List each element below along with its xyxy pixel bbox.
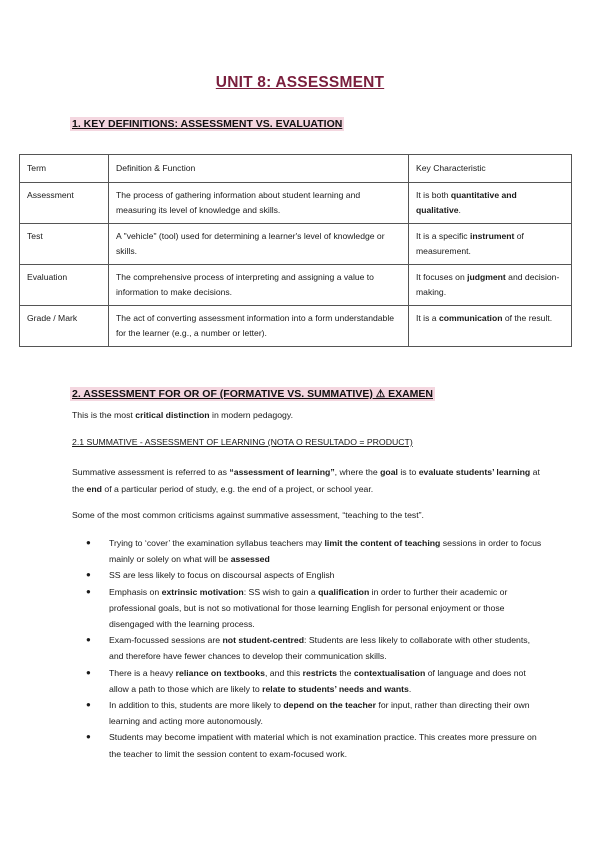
term-cell: Grade / Mark	[20, 306, 109, 347]
list-item: ● Emphasis on extrinsic motivation: SS wish to gain a qualification in order to further their academic or professional goals, but is not so motivational for those learning English for personal enjoyment or those disengaged with the learning process.	[72, 584, 542, 633]
list-item: ● Trying to ‘cover’ the examination syllabus teachers may limit the content of teaching sessions in order to focus mainly or solely on what will be assessed	[72, 535, 542, 567]
table-header-cell: Term	[20, 155, 109, 183]
summative-definition-paragraph: Summative assessment is referred to as “assessment of learning”, where the goal is to evaluate students’ learning at the end of a particular period of study, e.g. the end of a project, or school year.	[72, 467, 540, 494]
bullet-icon: ●	[86, 700, 91, 710]
list-item: ● In addition to this, students are more likely to depend on the teacher for input, rather than directing their own learning and acting more autonomously.	[72, 697, 542, 729]
criticisms-list	[72, 535, 542, 762]
term-cell: Evaluation	[20, 265, 109, 306]
characteristic-cell: It is both quantitative and qualitative.	[409, 183, 572, 224]
term-cell: Test	[20, 224, 109, 265]
bullet-icon: ●	[86, 732, 91, 742]
definitions-table	[19, 154, 572, 347]
table-row	[20, 224, 572, 265]
term-cell: Assessment	[20, 183, 109, 224]
bullet-icon: ●	[86, 667, 91, 677]
table-row	[20, 306, 572, 347]
list-item: ● There is a heavy reliance on textbooks, and this restricts the contextualisation of language and does not allow a path to those which are likely to relate to students’ needs and wants.	[72, 665, 542, 697]
list-item: ● Students may become impatient with material which is not examination practice. This creates more pressure on the teacher to limit the session content to exam-focused work.	[72, 729, 542, 761]
bullet-icon: ●	[86, 635, 91, 645]
list-item: ● SS are less likely to focus on discoursal aspects of English	[72, 567, 542, 583]
section-1-heading-text: 1. KEY DEFINITIONS: ASSESSMENT VS. EVALUATION	[72, 118, 343, 130]
bullet-icon: ●	[86, 586, 91, 596]
characteristic-cell: It is a specific instrument of measurement.	[409, 224, 572, 265]
table-header-row	[20, 155, 572, 183]
bullet-icon: ●	[86, 570, 91, 580]
bullet-icon: ●	[86, 538, 91, 547]
page-title: UNIT 8: ASSESSMENT	[215, 74, 385, 91]
characteristic-cell: It focuses on judgment and decision-making.	[409, 265, 572, 306]
table-row	[20, 183, 572, 224]
characteristic-cell: It is a communication of the result.	[409, 306, 572, 347]
definition-cell: The process of gathering information about student learning and measuring its level of knowledge and skills.	[109, 183, 409, 224]
section-2-heading-text: 2. ASSESSMENT FOR OR OF (FORMATIVE VS. SUMMATIVE) ⚠ EXAMEN	[72, 388, 433, 400]
criticisms-intro-paragraph: Some of the most common criticisms against summative assessment, “teaching to the test”.	[72, 510, 424, 520]
table-header-cell: Key Characteristic	[409, 155, 572, 183]
section-1-heading	[70, 118, 344, 130]
table-header-cell: Definition & Function	[109, 155, 409, 183]
section-2-intro: This is the most critical distinction in modern pedagogy.	[72, 410, 293, 420]
table-row	[20, 265, 572, 306]
section-2-heading	[70, 388, 435, 400]
list-item: ● Exam-focussed sessions are not student-centred: Students are less likely to collaborate with other students, and therefore have fewer chances to develop their communication skills.	[72, 632, 542, 664]
subsection-2-1-heading: 2.1 SUMMATIVE - ASSESSMENT OF LEARNING (NOTA O RESULTADO = PRODUCT)	[72, 437, 413, 447]
definition-cell: The act of converting assessment information into a form understandable for the learner (e.g., a number or letter).	[109, 306, 409, 347]
definition-cell: A "vehicle" (tool) used for determining a learner's level of knowledge or skills.	[109, 224, 409, 265]
definition-cell: The comprehensive process of interpreting and assigning a value to information to make decisions.	[109, 265, 409, 306]
